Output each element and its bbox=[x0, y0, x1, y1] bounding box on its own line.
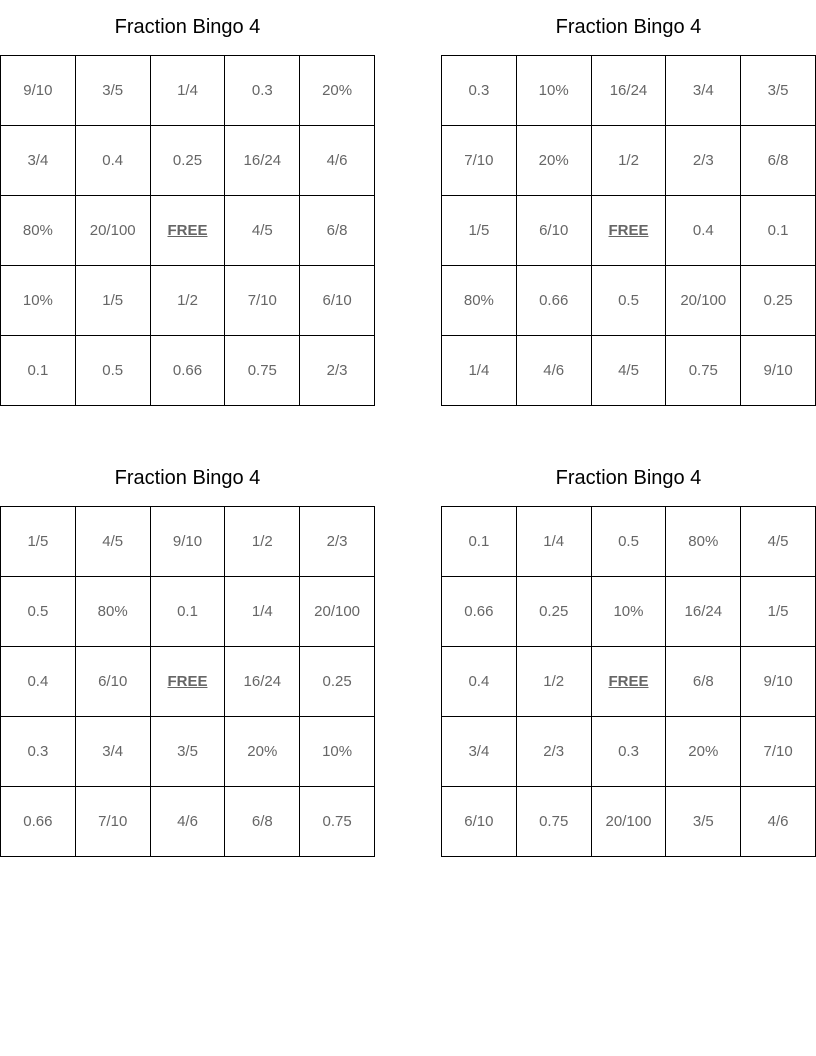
grid-row bbox=[1, 126, 375, 196]
grid-cell: 9/10 bbox=[150, 507, 225, 577]
bingo-card-3 bbox=[0, 451, 375, 857]
grid-cell: 0.3 bbox=[1, 717, 76, 787]
grid-cell: 3/4 bbox=[666, 56, 741, 126]
grid-row bbox=[442, 577, 816, 647]
grid-cell: 20/100 bbox=[75, 196, 150, 266]
grid-cell: 10% bbox=[591, 577, 666, 647]
grid-cell: 0.3 bbox=[442, 56, 517, 126]
card-title: Fraction Bingo 4 bbox=[555, 467, 702, 489]
grid-cell: 80% bbox=[75, 577, 150, 647]
grid-row bbox=[442, 196, 816, 266]
grid-cell: 1/5 bbox=[442, 196, 517, 266]
grid-cell: 0.75 bbox=[666, 336, 741, 406]
grid-cell: 0.3 bbox=[591, 717, 666, 787]
grid-cell: 6/10 bbox=[516, 196, 591, 266]
grid-cell: 0.5 bbox=[591, 507, 666, 577]
grid-cell: 0.3 bbox=[225, 56, 300, 126]
grid-cell: 16/24 bbox=[225, 647, 300, 717]
grid-cell: 1/4 bbox=[442, 336, 517, 406]
free-space: FREE bbox=[591, 196, 666, 266]
grid-cell: 3/5 bbox=[666, 787, 741, 857]
grid-cell: 1/2 bbox=[591, 126, 666, 196]
bingo-card-2 bbox=[441, 0, 816, 406]
grid-cell: 3/4 bbox=[442, 717, 517, 787]
grid-cell: 20% bbox=[516, 126, 591, 196]
grid-cell: 20/100 bbox=[591, 787, 666, 857]
grid-cell: 6/10 bbox=[300, 266, 375, 336]
grid-row bbox=[442, 336, 816, 406]
grid-cell: 6/8 bbox=[741, 126, 816, 196]
free-space: FREE bbox=[591, 647, 666, 717]
grid-cell: 0.66 bbox=[150, 336, 225, 406]
card-title: Fraction Bingo 4 bbox=[114, 16, 261, 38]
grid-cell: 0.5 bbox=[591, 266, 666, 336]
grid-row bbox=[1, 266, 375, 336]
grid-cell: 1/2 bbox=[225, 507, 300, 577]
grid-cell: 16/24 bbox=[666, 577, 741, 647]
grid-row bbox=[1, 647, 375, 717]
grid-row bbox=[442, 266, 816, 336]
free-space: FREE bbox=[150, 647, 225, 717]
grid-row bbox=[1, 507, 375, 577]
grid-cell: 3/5 bbox=[150, 717, 225, 787]
grid-row bbox=[442, 647, 816, 717]
grid-cell: 6/10 bbox=[442, 787, 517, 857]
grid-cell: 20/100 bbox=[300, 577, 375, 647]
grid-cell: 3/4 bbox=[75, 717, 150, 787]
grid-cell: 4/5 bbox=[741, 507, 816, 577]
grid-row bbox=[442, 126, 816, 196]
grid-cell: 0.1 bbox=[150, 577, 225, 647]
grid-cell: 2/3 bbox=[300, 336, 375, 406]
grid-cell: 1/4 bbox=[225, 577, 300, 647]
grid-cell: 7/10 bbox=[442, 126, 517, 196]
grid-cell: 0.5 bbox=[1, 577, 76, 647]
grid-cell: 3/5 bbox=[75, 56, 150, 126]
grid-cell: 4/5 bbox=[225, 196, 300, 266]
grid-cell: 0.1 bbox=[442, 507, 517, 577]
grid-cell: 6/8 bbox=[666, 647, 741, 717]
grid-cell: 10% bbox=[300, 717, 375, 787]
grid-cell: 7/10 bbox=[225, 266, 300, 336]
grid-cell: 4/6 bbox=[516, 336, 591, 406]
grid-cell: 1/5 bbox=[1, 507, 76, 577]
grid-row bbox=[442, 717, 816, 787]
grid-cell: 10% bbox=[516, 56, 591, 126]
grid-cell: 2/3 bbox=[666, 126, 741, 196]
grid-cell: 20% bbox=[300, 56, 375, 126]
grid-cell: 0.25 bbox=[741, 266, 816, 336]
grid-cell: 80% bbox=[442, 266, 517, 336]
grid-cell: 7/10 bbox=[741, 717, 816, 787]
grid-cell: 4/5 bbox=[75, 507, 150, 577]
grid-cell: 4/6 bbox=[150, 787, 225, 857]
grid-row bbox=[1, 336, 375, 406]
grid-cell: 10% bbox=[1, 266, 76, 336]
grid-cell: 20/100 bbox=[666, 266, 741, 336]
grid-cell: 20% bbox=[225, 717, 300, 787]
grid-cell: 16/24 bbox=[591, 56, 666, 126]
grid-row bbox=[442, 56, 816, 126]
grid-cell: 80% bbox=[666, 507, 741, 577]
bingo-card-4 bbox=[441, 451, 816, 857]
grid-row bbox=[1, 787, 375, 857]
grid-cell: 80% bbox=[1, 196, 76, 266]
grid-cell: 9/10 bbox=[741, 647, 816, 717]
bingo-grid bbox=[441, 506, 816, 857]
bingo-grid bbox=[0, 55, 375, 406]
grid-row bbox=[1, 577, 375, 647]
grid-cell: 6/8 bbox=[225, 787, 300, 857]
grid-cell: 0.1 bbox=[741, 196, 816, 266]
grid-row bbox=[1, 56, 375, 126]
grid-cell: 6/8 bbox=[300, 196, 375, 266]
grid-cell: 16/24 bbox=[225, 126, 300, 196]
grid-cell: 1/4 bbox=[150, 56, 225, 126]
grid-cell: 4/6 bbox=[741, 787, 816, 857]
grid-cell: 6/10 bbox=[75, 647, 150, 717]
grid-cell: 9/10 bbox=[741, 336, 816, 406]
grid-cell: 0.75 bbox=[225, 336, 300, 406]
grid-cell: 2/3 bbox=[516, 717, 591, 787]
grid-cell: 1/4 bbox=[516, 507, 591, 577]
grid-row bbox=[1, 196, 375, 266]
grid-cell: 4/6 bbox=[300, 126, 375, 196]
grid-cell: 0.4 bbox=[1, 647, 76, 717]
card-title: Fraction Bingo 4 bbox=[114, 467, 261, 489]
grid-cell: 0.25 bbox=[300, 647, 375, 717]
card-title: Fraction Bingo 4 bbox=[555, 16, 702, 38]
grid-cell: 20% bbox=[666, 717, 741, 787]
grid-cell: 0.1 bbox=[1, 336, 76, 406]
free-space: FREE bbox=[150, 196, 225, 266]
grid-cell: 0.75 bbox=[516, 787, 591, 857]
bingo-grid bbox=[441, 55, 816, 406]
grid-cell: 9/10 bbox=[1, 56, 76, 126]
grid-row bbox=[442, 787, 816, 857]
grid-row bbox=[442, 507, 816, 577]
grid-cell: 0.25 bbox=[516, 577, 591, 647]
grid-cell: 0.4 bbox=[75, 126, 150, 196]
grid-cell: 3/4 bbox=[1, 126, 76, 196]
bingo-grid bbox=[0, 506, 375, 857]
grid-cell: 1/2 bbox=[516, 647, 591, 717]
grid-cell: 1/2 bbox=[150, 266, 225, 336]
grid-cell: 0.75 bbox=[300, 787, 375, 857]
grid-cell: 7/10 bbox=[75, 787, 150, 857]
grid-cell: 0.4 bbox=[442, 647, 517, 717]
grid-row bbox=[1, 717, 375, 787]
bingo-card-1 bbox=[0, 0, 375, 406]
grid-cell: 1/5 bbox=[741, 577, 816, 647]
grid-cell: 0.25 bbox=[150, 126, 225, 196]
grid-cell: 1/5 bbox=[75, 266, 150, 336]
grid-cell: 0.66 bbox=[442, 577, 517, 647]
grid-cell: 2/3 bbox=[300, 507, 375, 577]
grid-cell: 0.5 bbox=[75, 336, 150, 406]
grid-cell: 3/5 bbox=[741, 56, 816, 126]
grid-cell: 4/5 bbox=[591, 336, 666, 406]
grid-cell: 0.4 bbox=[666, 196, 741, 266]
grid-cell: 0.66 bbox=[1, 787, 76, 857]
grid-cell: 0.66 bbox=[516, 266, 591, 336]
